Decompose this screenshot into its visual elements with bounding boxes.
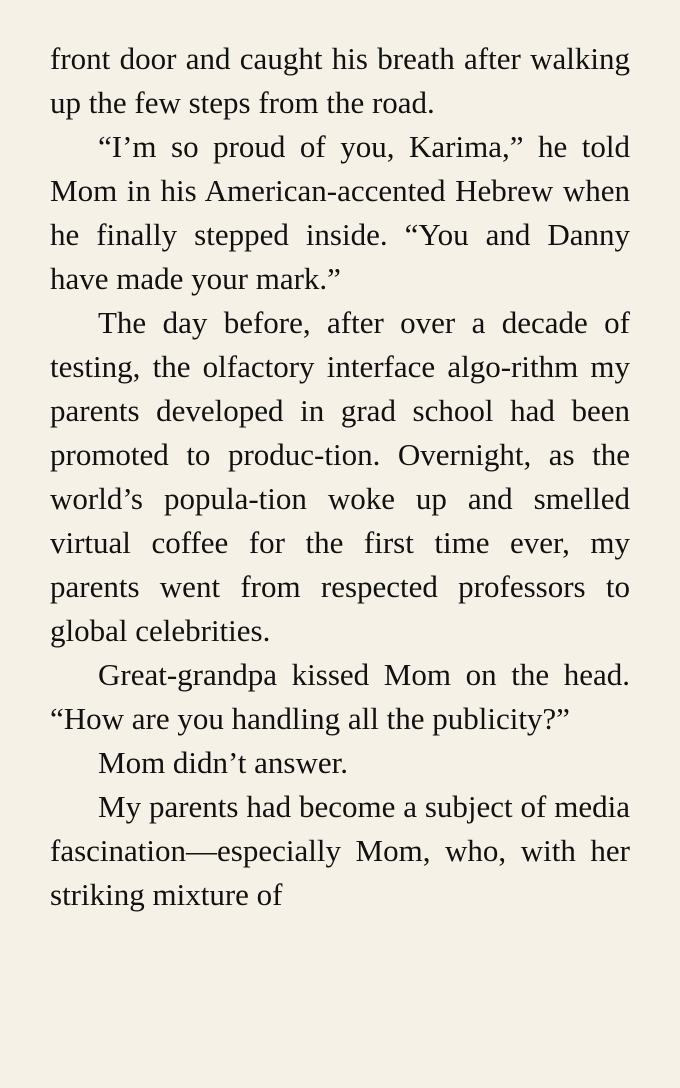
paragraph-proud-of-you: “I’m so proud of you, Karima,” he told Mom in his American-accented Hebrew when he finally stepped inside. “You and Danny have made your mark.”	[50, 129, 630, 296]
paragraph-front-door: front door and caught his breath after walking up the few steps from the road.	[50, 41, 630, 120]
paragraph-algorithm-production: The day before, after over a decade of testing, the olfactory interface algo-rithm my parents developed in grad school had been promoted to produc-tion. Overnight, as the world’s popula-tion woke up and smelled virtual coffee for the first time ever, my parents went from respected professors to global celebrities.	[50, 305, 630, 648]
paragraph-media-fascination: My parents had become a subject of media fascination—especially Mom, who, with her striking mixture of	[50, 789, 630, 912]
reader-page	[50, 37, 630, 917]
paragraph-great-grandpa-kiss: Great-grandpa kissed Mom on the head. “How are you handling all the publicity?”	[50, 657, 630, 736]
paragraph-mom-no-answer: Mom didn’t answer.	[98, 745, 348, 780]
